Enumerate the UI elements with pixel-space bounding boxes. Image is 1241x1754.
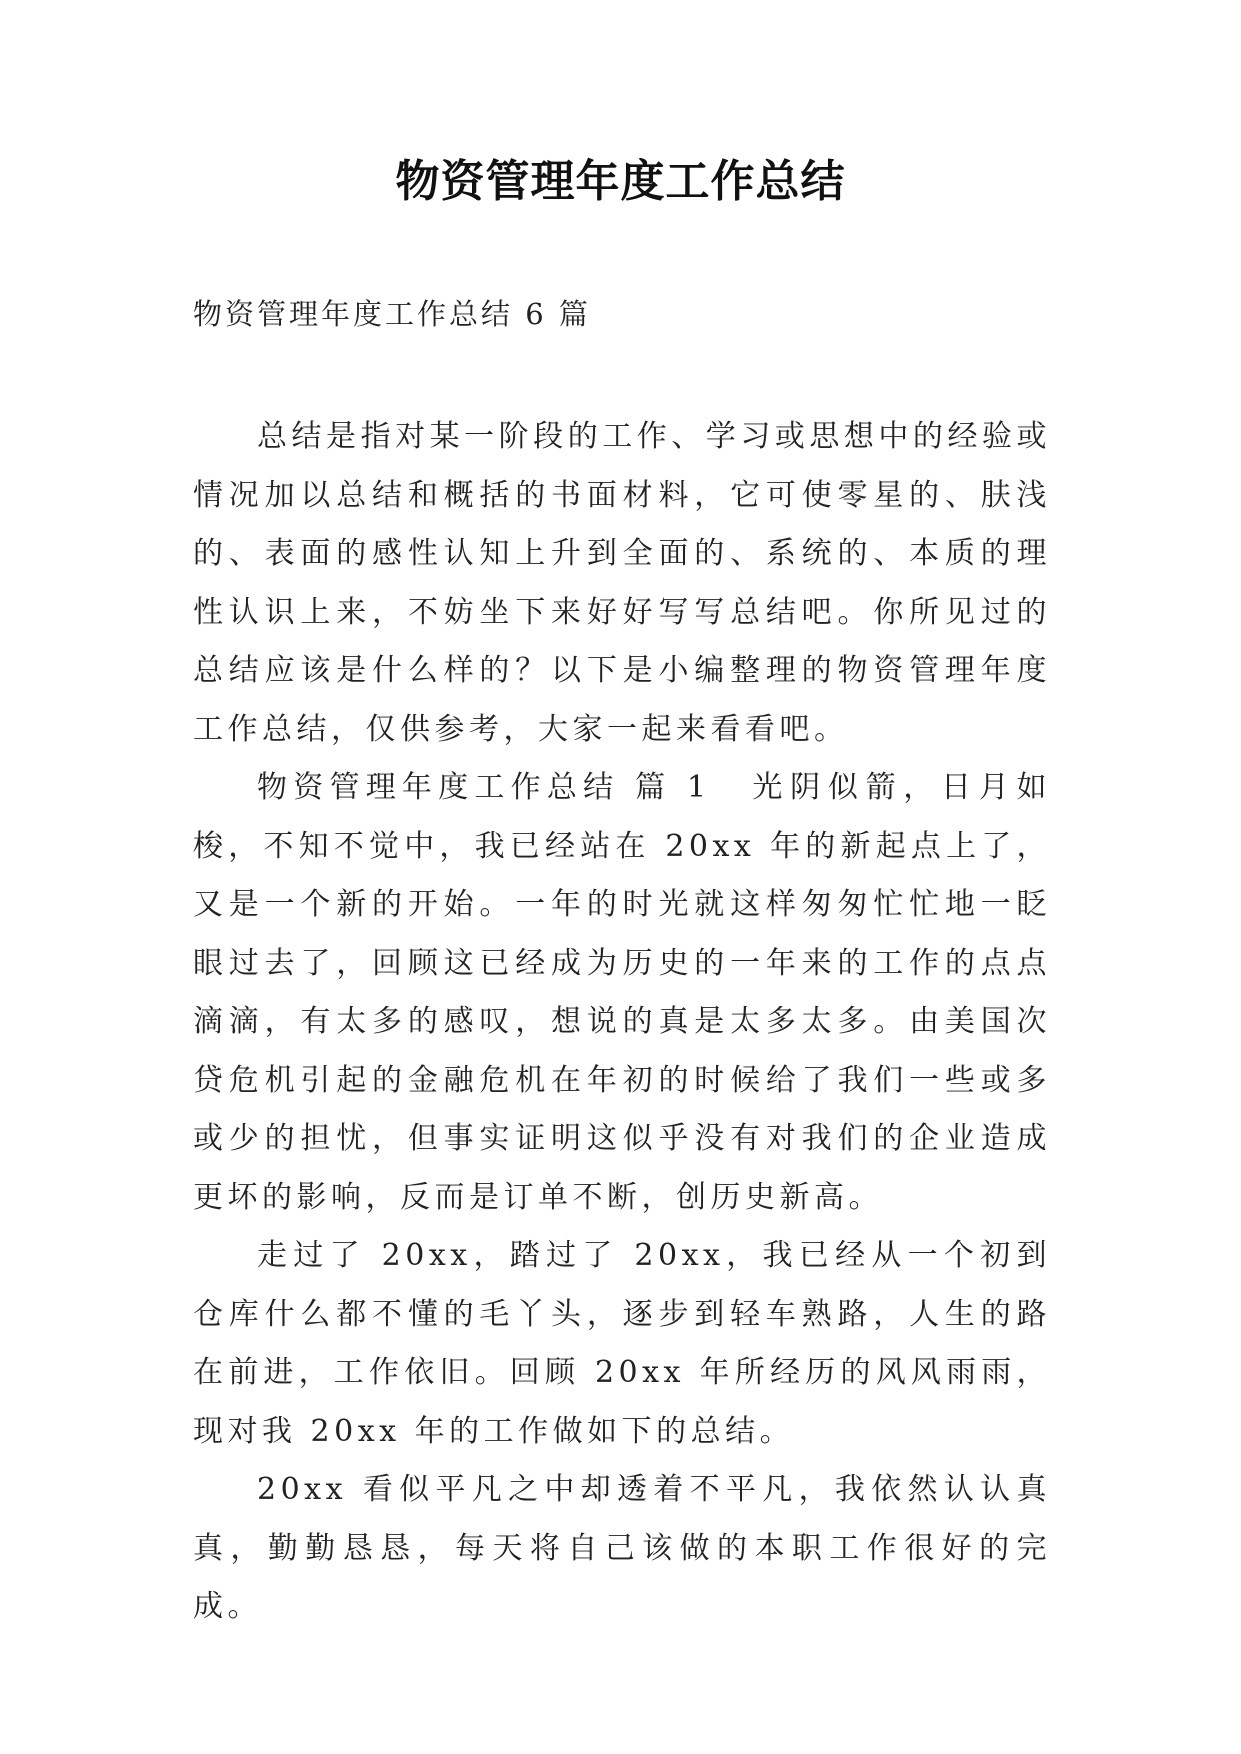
body-paragraph-3-text: 20xx 看似平凡之中却透着不平凡，我依然认认真真，勤勤恳恳，每天将自己该做的本职工作很好的完成。	[193, 1472, 1051, 1624]
section-1-text: 光阴似箭，日月如梭，不知不觉中，我已经站在 20xx 年的新起点上了，又是一个新的开始。一年的时光就这样匆匆忙忙地一眨眼过去了，回顾这已经成为历史的一年来的工作的点点滴滴，有太多的感叹，想说的真是太多太多。由美国次贷危机引起的金融危机在年初的时候给了我们一些或多或少的担忧，但事实证明这似乎没有对我们的企业造成更坏的影响，反而是订单不断，创历史新高。	[193, 770, 1051, 1215]
body-paragraph-3	[193, 1461, 1051, 1637]
document-title: 物资管理年度工作总结	[395, 156, 846, 207]
document-body	[193, 408, 1051, 1637]
intro-paragraph-text: 总结是指对某一阶段的工作、学习或思想中的经验或情况加以总结和概括的书面材料，它可使零星的、肤浅的、表面的感性认知上升到全面的、系统的、本质的理性认识上来，不妨坐下来好好写写总结吧。你所见过的总结应该是什么样的？以下是小编整理的物资管理年度工作总结，仅供参考，大家一起来看看吧。	[193, 419, 1051, 747]
document-subtitle: 物资管理年度工作总结 6 篇	[193, 297, 591, 331]
intro-paragraph	[193, 408, 1051, 759]
body-paragraph-2-text: 走过了 20xx，踏过了 20xx，我已经从一个初到仓库什么都不懂的毛丫头，逐步到轻车熟路，人生的路在前进，工作依旧。回顾 20xx 年所经历的风风雨雨，现对我 20xx 年的工作做如下的总结。	[193, 1238, 1051, 1449]
section-1-heading: 物资管理年度工作总结 篇 1	[257, 770, 710, 805]
section-1-paragraph	[193, 759, 1051, 1227]
body-paragraph-2	[193, 1227, 1051, 1461]
